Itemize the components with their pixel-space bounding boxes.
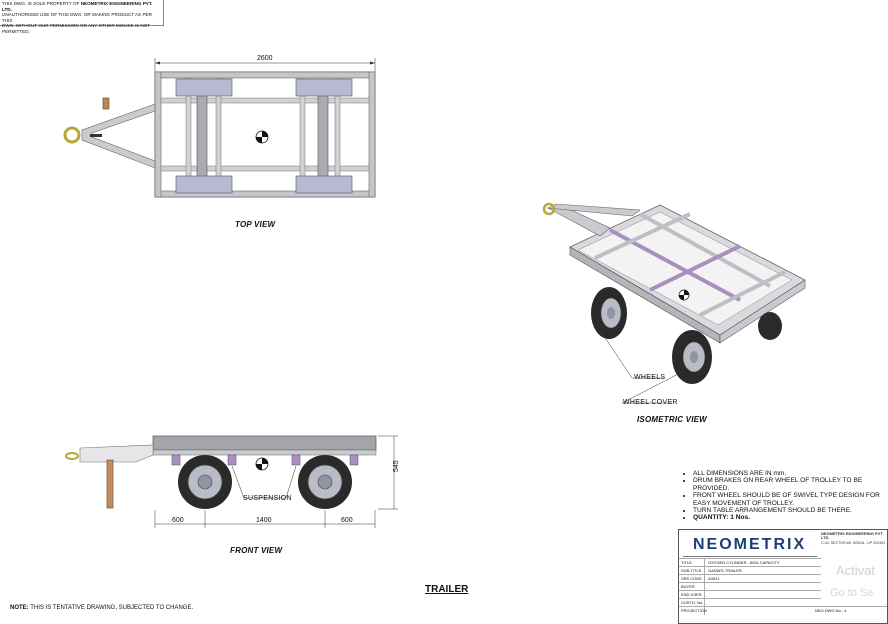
row-value: OXYGEN CYLINDER - 800L CAPACITY [708,560,780,565]
dim-front-left: 600 [172,517,184,524]
callout-wheel-cover: WHEEL COVER [623,399,678,406]
title-row [679,598,821,606]
isometric-view-drawing [544,204,805,403]
row-key: CUSTO. No. [681,600,704,605]
row-key: BUYER [679,583,705,591]
row-value: NEO DWG No.: 4 [815,608,847,613]
row-key: SUB-TITLE [679,567,705,575]
notice-line-4: PERMITTED. [2,28,30,34]
title-row [679,590,821,598]
note-item: • FRONT WHEEL SHOULD BE OF SWIVEL TYPE DESIGN FOR EASY MOVEMENT OF TROLLEY. [693,492,888,507]
callout-suspension: SUSPENSION [243,495,292,502]
row-value [705,600,708,605]
front-view-label: FRONT VIEW [230,546,283,555]
bottom-note-label: NOTE: [10,605,29,611]
notice-line-1: THIS DWG. IS SOLE PROPERTY OF [2,1,81,6]
notice-line-2: UNAUTHORISED USE OF THIS DWG. OR MAKING PRODUCT AS PER THIS [2,12,152,23]
note-item: • TURN TABLE ARRANGEMENT SHOULD BE THERE. [693,507,888,514]
drawing-title: TRAILER [425,584,469,595]
notice-line-3: DWG. WITHOUT OUR PERMISSION OR ANY OTHER MISUSE IS NOT [2,23,151,29]
watermark-text: Activat [836,563,876,578]
row-value: GADWG-TRAILER [708,568,742,573]
dim-wheelbase: 1400 [256,517,272,524]
top-view-label: TOP VIEW [235,220,276,229]
row-value: A3021 [708,576,720,581]
row-key: TITLE [679,559,705,567]
dim-rear-right: 600 [341,517,353,524]
row-value [705,592,708,597]
title-row [679,558,821,566]
isometric-view-label: ISOMETRIC VIEW [637,415,707,424]
notice-company: NEOMETRIX ENGINEERING PVT. LTD. [2,1,153,12]
dim-overall-length: 2600 [257,55,273,62]
bottom-note-text: THIS IS TENTATIVE DRAWING, SUBJECTED TO CHANGE. [28,605,194,611]
company-name: NEOMETRIX ENGINEERING PVT LTD [821,531,883,541]
title-row [679,574,821,582]
company-address: C-44, SECTOR-65, NOIDA - UP 201301 [821,540,886,545]
note-item: • DRUM BRAKES ON REAR WHEEL OF TROLLEY TO BE PROVIDED. [693,477,888,492]
front-view-drawing [66,436,398,528]
company-logo: NEOMETRIX [683,533,817,557]
dim-height: 545 [393,460,400,472]
row-value [705,584,708,589]
row-key: END USER [679,591,705,599]
row-key: PROJECTION [681,608,707,613]
callout-wheels: WHEELS [634,374,666,381]
title-row [679,582,821,590]
row-key: SRS CODE [679,575,705,583]
watermark-text-2: Go to Se [830,587,874,599]
top-view-drawing [65,58,375,197]
note-item-quantity: • QUANTITY: 1 Nos. [693,514,888,521]
bottom-note [10,605,193,611]
title-row [679,566,821,574]
company-info [821,532,887,545]
title-row [679,606,887,614]
notes-list [683,470,888,522]
note-item: • ALL DIMENSIONS ARE IN mm. [693,470,888,477]
